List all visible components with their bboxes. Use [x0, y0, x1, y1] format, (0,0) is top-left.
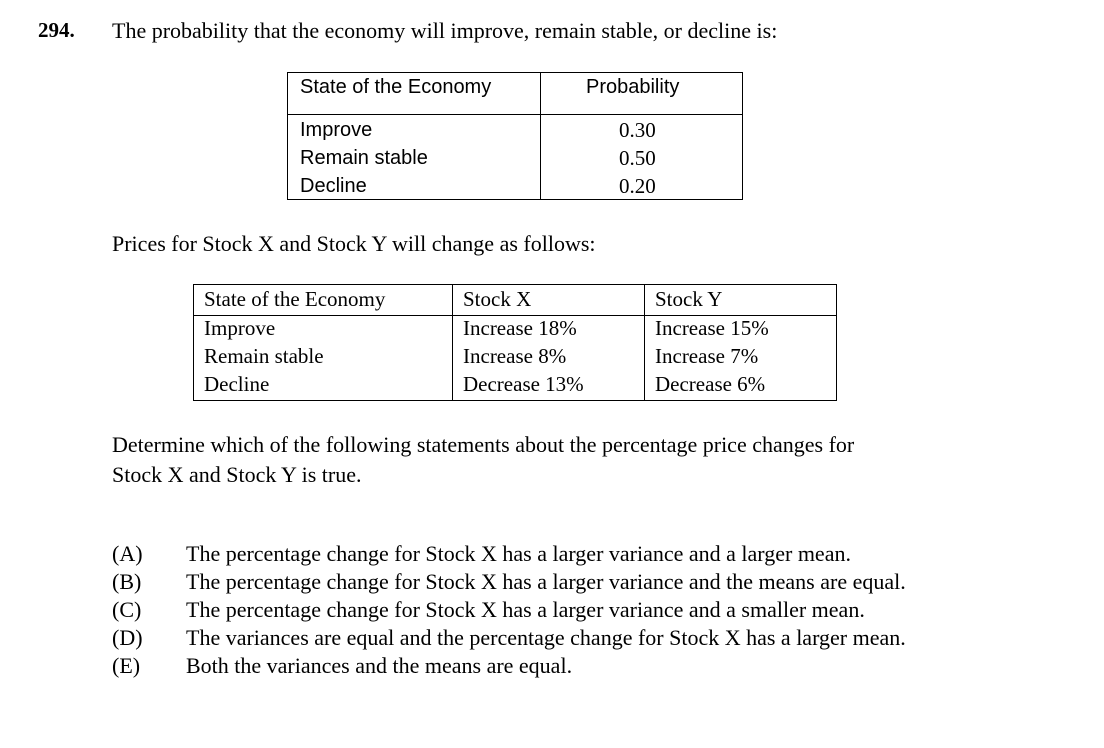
question-prompt — [112, 430, 854, 490]
table-cell-state: Remain stable — [204, 344, 324, 368]
question-number: 294. — [38, 18, 75, 42]
option-b-text: The percentage change for Stock X has a larger variance and the means are equal. — [186, 569, 906, 594]
option-e-text: Both the variances and the means are equal. — [186, 653, 573, 678]
table-cell-stock-y: Decrease 6% — [655, 372, 766, 396]
table-cell-state: Improve — [204, 316, 276, 340]
option-d-text: The variances are equal and the percentage change for Stock X has a larger mean. — [186, 625, 906, 650]
table-header-state: State of the Economy — [204, 287, 386, 311]
table-cell-stock-y: Increase 15% — [655, 316, 769, 340]
table-cell-stock-x: Decrease 13% — [463, 372, 584, 396]
table-cell-state: Decline — [300, 175, 367, 197]
table-header-state: State of the Economy — [300, 76, 492, 98]
option-e-letter: (E) — [112, 653, 141, 678]
probability-table — [287, 72, 743, 200]
table-cell-stock-x: Increase 18% — [463, 316, 577, 340]
option-d-letter: (D) — [112, 625, 143, 650]
option-a-text: The percentage change for Stock X has a larger variance and a larger mean. — [186, 541, 851, 566]
subheading: Prices for Stock X and Stock Y will change as follows: — [112, 231, 596, 256]
question-stem: The probability that the economy will improve, remain stable, or decline is: — [112, 18, 778, 43]
table-cell-state: Improve — [300, 119, 373, 141]
table-cell-state: Decline — [204, 372, 270, 396]
table-cell-stock-x: Increase 8% — [463, 344, 567, 368]
stock-change-table — [193, 284, 837, 401]
table-cell-probability: 0.20 — [619, 174, 656, 198]
table-cell-stock-y: Increase 7% — [655, 344, 759, 368]
table-column-divider — [540, 73, 541, 199]
table-cell-probability: 0.30 — [619, 118, 656, 142]
table-header-divider — [288, 114, 742, 115]
table-cell-state: Remain stable — [300, 147, 428, 169]
option-a-letter: (A) — [112, 541, 143, 566]
table-header-stock-x: Stock X — [463, 287, 532, 311]
table-header-stock-y: Stock Y — [655, 287, 723, 311]
prompt-line: Determine which of the following statements about the percentage price changes for — [112, 432, 855, 457]
prompt-line: Stock X and Stock Y is true. — [112, 462, 362, 487]
option-b-letter: (B) — [112, 569, 142, 594]
table-column-divider — [452, 285, 453, 400]
option-c-text: The percentage change for Stock X has a larger variance and a smaller mean. — [186, 597, 865, 622]
table-header-probability: Probability — [586, 76, 680, 98]
table-column-divider — [644, 285, 645, 400]
option-c-letter: (C) — [112, 597, 142, 622]
table-cell-probability: 0.50 — [619, 146, 656, 170]
